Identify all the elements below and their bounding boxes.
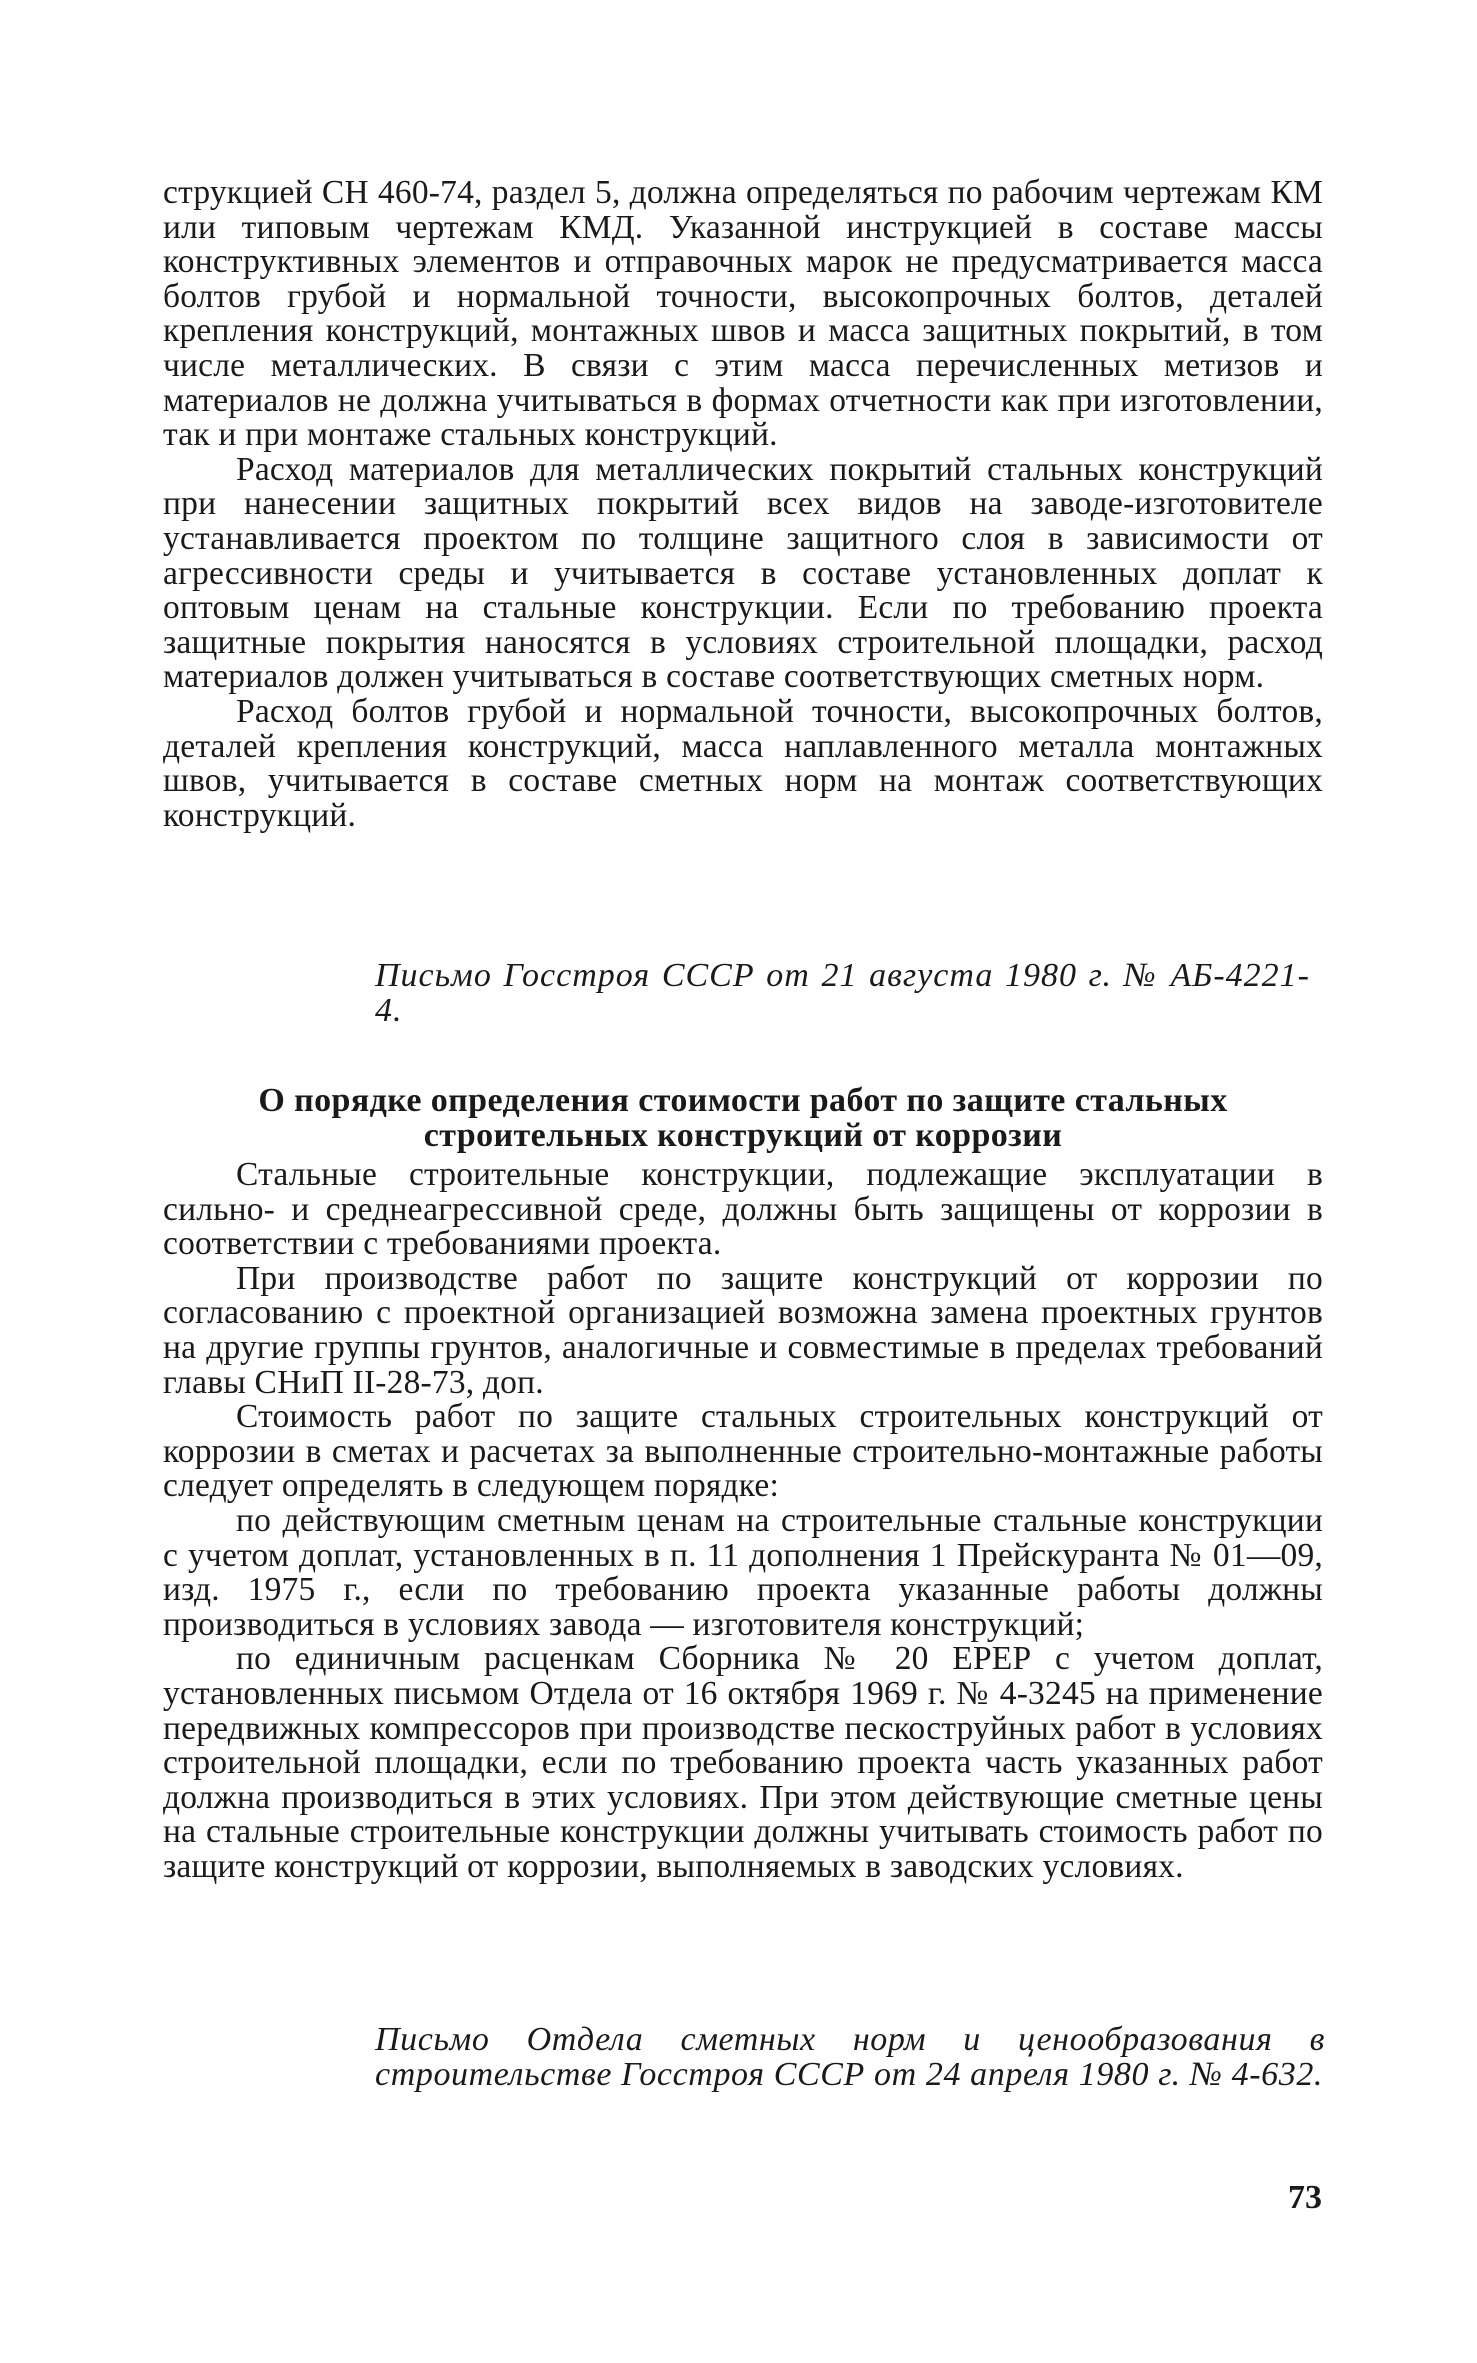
paragraph-5: При производстве работ по защите конструкций от коррозии по согласованию с проектной организацией возможна замена проектных грунтов на другие группы грунтов, аналогичные и совместимые в пределах требований главы СНиП II-28-73, доп. xyxy=(163,1259,1323,1401)
page-number: 73 xyxy=(1288,2179,1322,2216)
paragraph-1: струкцией СН 460-74, раздел 5, должна определяться по рабочим чертежам КМ или типовым чертежам КМД. Указанной инструкцией в составе массы конструктивных элементов и отправочных марок не предусматривается масса болтов грубой и нормальной точности, высокопрочных болтов, деталей крепления конструкций, монтажных швов и масса защитных покрытий, в том числе металлических. В связи с этим масса перечисленных метизов и материалов не должна учитываться в формах отчетности как при изготовлении, так и при монтаже стальных конструкций. xyxy=(163,174,1323,454)
paragraph-7: по действующим сметным ценам на строительные стальные конструкции с учетом доплат, установленных в п. 11 дополнения 1 Прейскуранта № 01—09, изд. 1975 г., если по требованию проекта указанные работы должны производиться в условиях завода — изготовителя конструкций; xyxy=(163,1501,1323,1643)
paragraph-6: Стоимость работ по защите стальных строительных конструкций от коррозии в сметах и расчетах за выполненные строительно-монтажные работы следует определять в следующем порядке: xyxy=(163,1398,1323,1505)
section-heading: О порядке определения стоимости работ по защите стальных строительных конструкций от коррозии xyxy=(258,1082,1228,1154)
letter-signature-1: Письмо Госстроя СССР от 21 августа 1980 г. № АБ-4221-4. xyxy=(375,957,1310,1029)
paragraph-2: Расход материалов для металлических покрытий стальных конструкций при нанесении защитных покрытий всех видов на заводе-изготовителе устанавливается проектом по толщине защитного слоя в зависимости от агрессивности среды и учитывается в составе установленных доплат к оптовым ценам на стальные конструкции. Если по требованию проекта защитные покрытия наносятся в условиях строительной площадки, расход материалов должен учитываться в составе соответствующих сметных норм. xyxy=(163,450,1323,696)
letter-signature-2: Письмо Отдела сметных норм и ценообразования в строительстве Госстроя СССР от 24 апреля 1980 г. № 4-632. xyxy=(375,2021,1325,2093)
paragraph-3: Расход болтов грубой и нормальной точности, высокопрочных болтов, деталей крепления конструкций, масса наплавленного металла монтажных швов, учитывается в составе сметных норм на монтаж соответствующих конструкций. xyxy=(163,692,1323,834)
body-text-block-1 xyxy=(163,176,1323,833)
body-text-block-2 xyxy=(163,1158,1323,1884)
paragraph-4: Стальные строительные конструкции, подлежащие эксплуатации в сильно- и среднеагрессивной среде, должны быть защищены от коррозии в соответствии с требованиями проекта. xyxy=(163,1156,1323,1263)
paragraph-8: по единичным расценкам Сборника № 20 ЕРЕР с учетом доплат, установленных письмом Отдела от 16 октября 1969 г. № 4-3245 на применение передвижных компрессоров при производстве пескоструйных работ в условиях строительной площадки, если по требованию проекта часть указанных работ должна производиться в этих условиях. При этом действующие сметные цены на стальные строительные конструкции должны учитывать стоимость работ по защите конструкций от коррозии, выполняемых в заводских условиях. xyxy=(163,1640,1323,1885)
